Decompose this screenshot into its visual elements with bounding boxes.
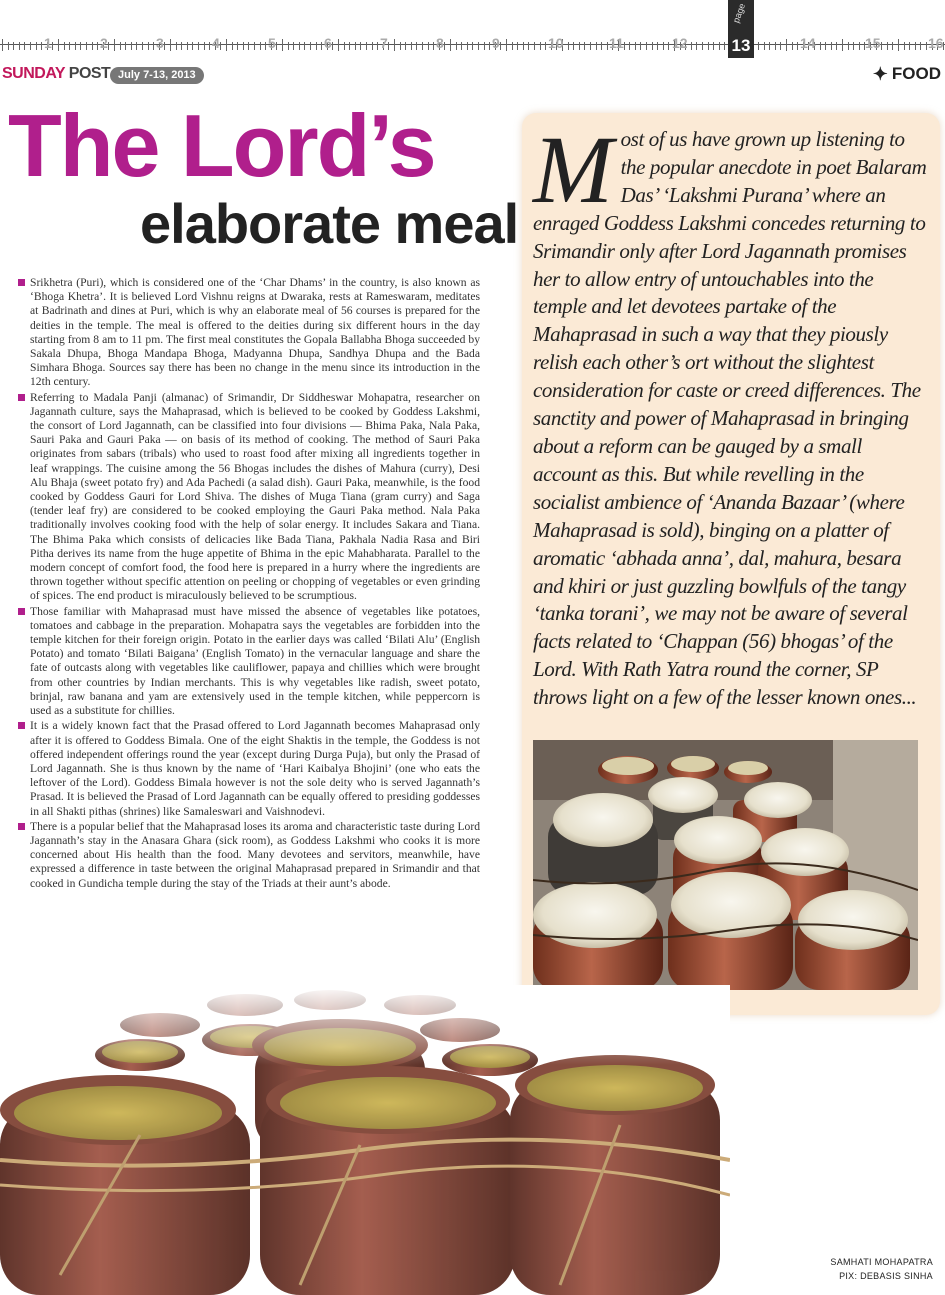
- issue-date: July 7-13, 2013: [110, 67, 204, 84]
- ruler-tick: [187, 42, 188, 50]
- ruler-tick: [652, 42, 653, 50]
- rice-pots-photo: [533, 740, 918, 990]
- ruler-tick: [450, 39, 451, 51]
- ruler-tick: [517, 42, 518, 50]
- ruler-number: 3: [156, 35, 164, 51]
- byline: [830, 1255, 933, 1283]
- body-paragraph: It is a widely known fact that the Prasad offered to Lord Jagannath becomes Mahaprasad only after it is offered to Goddess Bimala. One of the eight Shaktis in the temple, the Goddess is not offered independent offerings round the year (except during Durga Puja), but only the Prasad of Lord Jagannath. She is thus known by the name of ‘Hari Kaibalya Bhojini’ (one who eats the leftover of the Lord). Goddess Bimala however is not the sole deity who is served Jagannath’s Prasad. It is believed the Prasad of Lord Jagannath can be equally offered to presiding goddesses in all Shakti pithas (shrines) like Samaleswari and Vaishnodevi.: [18, 719, 480, 818]
- ruler-tick: [226, 39, 227, 51]
- ruler-tick: [316, 42, 317, 50]
- ruler-tick: [691, 42, 692, 50]
- ruler-tick: [52, 42, 53, 50]
- ruler-tick: [758, 42, 759, 50]
- masthead-sunday: SUNDAY: [2, 65, 65, 82]
- ruler-tick: [265, 42, 266, 50]
- ruler-tick: [416, 42, 417, 50]
- drop-cap: M: [533, 116, 613, 223]
- ruler-tick: [2, 39, 3, 51]
- headline-line1: The Lord’s: [8, 96, 435, 195]
- ruler-tick: [713, 42, 714, 50]
- ruler-number: 6: [324, 35, 332, 51]
- ruler-tick: [204, 42, 205, 50]
- ruler-tick: [153, 42, 154, 50]
- bullet-icon: [18, 279, 25, 286]
- ruler-tick: [904, 42, 905, 50]
- ruler-tick: [288, 42, 289, 50]
- ruler-tick: [209, 42, 210, 50]
- page-ruler: [0, 0, 945, 60]
- ruler-number: 2: [100, 35, 108, 51]
- ruler-tick: [444, 42, 445, 50]
- ruler-tick: [724, 42, 725, 50]
- ruler-tick: [198, 42, 199, 50]
- dal-pots-photo: [0, 985, 730, 1295]
- ruler-tick: [148, 42, 149, 50]
- author-credit: SAMHATI MOHAPATRA: [830, 1257, 933, 1267]
- ruler-tick: [19, 42, 20, 50]
- ruler-tick: [64, 42, 65, 50]
- ruler-tick: [360, 42, 361, 50]
- ruler-tick: [142, 42, 143, 50]
- ruler-tick: [108, 42, 109, 50]
- section-label: [873, 64, 941, 85]
- ruler-tick: [825, 42, 826, 50]
- page-number: 13: [731, 36, 751, 55]
- ruler-tick: [30, 42, 31, 50]
- ruler-tick: [472, 42, 473, 50]
- headline-line2: elaborate meal: [140, 192, 519, 255]
- ruler-tick: [887, 42, 888, 50]
- ruler-tick: [260, 42, 261, 50]
- ruler-tick: [786, 39, 787, 51]
- ruler-tick: [36, 42, 37, 50]
- bullet-icon: [18, 608, 25, 615]
- ruler-tick: [523, 42, 524, 50]
- ruler-tick: [310, 42, 311, 50]
- ruler-tick: [859, 42, 860, 50]
- ruler-tick: [405, 42, 406, 50]
- ruler-tick: [338, 39, 339, 51]
- ruler-tick: [797, 42, 798, 50]
- ruler-tick: [607, 42, 608, 50]
- body-paragraph: There is a popular belief that the Mahaprasad loses its aroma and characteristic taste during Lord Jagannath’s stay in the Anasara Ghara (sick room), as Goddess Lakshmi who cooks it is more concerned about His health than the food. Many devotees and servitors, meanwhile, have expressed a difference in taste between the original Mahaprasad prepared in Srimandir and that cooked in Gundicha temple during the stay of the Triads at their aunt’s abode.: [18, 820, 480, 891]
- ruler-tick: [489, 42, 490, 50]
- ruler-number: 12: [672, 35, 688, 51]
- ruler-tick: [13, 42, 14, 50]
- ruler-tick: [8, 42, 9, 50]
- ruler-number: 7: [380, 35, 388, 51]
- ruler-tick: [349, 42, 350, 50]
- ruler-tick: [484, 42, 485, 50]
- ruler-number: 15: [865, 35, 881, 51]
- ruler-tick: [428, 42, 429, 50]
- ruler-number: 1: [44, 35, 52, 51]
- ruler-tick: [254, 42, 255, 50]
- bullet-icon: [18, 394, 25, 401]
- ruler-tick: [909, 42, 910, 50]
- ruler-tick: [590, 42, 591, 50]
- ruler-tick: [528, 42, 529, 50]
- ruler-tick: [881, 42, 882, 50]
- masthead: [2, 65, 110, 83]
- ruler-tick: [282, 39, 283, 51]
- ruler-tick: [848, 42, 849, 50]
- ruler-number: 9: [492, 35, 500, 51]
- ruler-tick: [467, 42, 468, 50]
- ruler-tick: [125, 42, 126, 50]
- ruler-tick: [534, 42, 535, 50]
- ruler-tick: [500, 42, 501, 50]
- ruler-tick: [657, 42, 658, 50]
- ruler-tick: [506, 39, 507, 51]
- ruler-tick: [422, 42, 423, 50]
- ruler-tick: [92, 42, 93, 50]
- ruler-tick: [596, 42, 597, 50]
- ruler-tick: [545, 42, 546, 50]
- bullet-icon: [18, 823, 25, 830]
- ruler-tick: [243, 42, 244, 50]
- ruler-tick: [114, 39, 115, 51]
- ruler-tick: [915, 42, 916, 50]
- ruler-tick: [926, 42, 927, 50]
- ruler-tick: [584, 42, 585, 50]
- ruler-tick: [97, 42, 98, 50]
- body-paragraph: Srikhetra (Puri), which is considered one of the ‘Char Dhams’ in the country, is also known as ‘Bhoga Khetra’. It is believed Lord Vishnu reigns at Dwaraka, rests at Rameswaram, meditates at Badrinath and dines at Puri, which is why an elaborate meal of 56 courses is prepared for the deities in the temple. The meal is offered to the deities during six different hours in the day starting from 8 am to 11 pm. The first meal constitutes the Gopala Ballabha Bhoga succeeded by Sakala Dhupa, Bhoga Mandapa Bhoga, Madyanna Dhupa, Sandhya Dhupa and the Bada Simhara Bhoga. Sources say there has been no change in the menu since its introduction in the 12th century.: [18, 276, 480, 390]
- ruler-tick: [831, 42, 832, 50]
- ruler-tick: [820, 42, 821, 50]
- ruler-tick: [366, 42, 367, 50]
- ruler-tick: [394, 39, 395, 51]
- ruler-tick: [248, 42, 249, 50]
- ruler-tick: [573, 42, 574, 50]
- ruler-tick: [344, 42, 345, 50]
- body-paragraph: Those familiar with Mahaprasad must have missed the absence of vegetables like potatoes, tomatoes and cabbage in the preparation. Mohapatra says the vegetables are forbidden into the temple kitchen for their foreign origin. Potato in the earlier days was called ‘Bilati Alu’ (English Potato) and tomato ‘Bilati Baigana’ (English Tomato) in the vernacular language and share the fate of outcasts along with vegetables like cauliflower, papaya and chillies which were brought from other countries by Indian merchants. This is why vegetables like radish, sweet potato, brinjal, raw banana and yam are extensively used in the temple kitchen, while peppercorn is used as a substitute for chillies.: [18, 605, 480, 719]
- ruler-tick: [478, 42, 479, 50]
- ruler-tick: [629, 42, 630, 50]
- ruler-tick: [702, 42, 703, 50]
- ruler-tick: [41, 42, 42, 50]
- ruler-tick: [164, 42, 165, 50]
- ruler-tick: [898, 39, 899, 51]
- ruler-tick: [220, 42, 221, 50]
- ruler-number: 11: [609, 35, 624, 51]
- ruler-tick: [792, 42, 793, 50]
- ruler-tick: [769, 42, 770, 50]
- ruler-tick: [24, 42, 25, 50]
- ruler-tick: [461, 42, 462, 50]
- ruler-tick: [920, 42, 921, 50]
- ruler-tick: [640, 42, 641, 50]
- ruler-tick: [120, 42, 121, 50]
- ruler-number: 10: [548, 35, 564, 51]
- ruler-tick: [321, 42, 322, 50]
- ruler-tick: [293, 42, 294, 50]
- ruler-number: 14: [800, 35, 816, 51]
- ruler-tick: [372, 42, 373, 50]
- ruler-tick: [332, 42, 333, 50]
- ruler-tick: [86, 42, 87, 50]
- ruler-tick: [512, 42, 513, 50]
- ruler-tick: [433, 42, 434, 50]
- ruler-tick: [601, 42, 602, 50]
- ruler-tick: [764, 42, 765, 50]
- ruler-tick: [540, 42, 541, 50]
- ruler-tick: [836, 42, 837, 50]
- page-word: page: [730, 1, 748, 25]
- bullet-icon: [18, 722, 25, 729]
- ruler-tick: [192, 42, 193, 50]
- ruler-tick: [719, 42, 720, 50]
- ruler-tick: [646, 42, 647, 50]
- ruler-tick: [237, 42, 238, 50]
- ruler-tick: [456, 42, 457, 50]
- ruler-tick: [355, 42, 356, 50]
- photo-credit: PIX: DEBASIS SINHA: [839, 1271, 933, 1281]
- body-paragraph: Referring to Madala Panji (almanac) of Srimandir, Dr Siddheswar Mohapatra, researcher on Jagannath culture, says the Mahaprasad, which is believed to be cooked by Goddess Lakshmi, the consort of Lord Jagannath, can be classified into four divisions — Bhima Paka, Nala Paka, Sauri Paka and Gauri Paka — on basis of its method of cooking. The method of Sauri Paka originates from sabars (tribals) who used to roast food after mixing all ingredients together in leaf wrappings. The cuisine among the 56 Bhogas includes the dishes of Mahura (curry), Desi Alu Bhaja (sweet potato fry) and Ada Pachedi (a salad dish). Gauri Paka, meanwhile, is the food cooked by Goddess Gauri for Lord Shiva. The dishes of Muga Tiana (gram curry) and Saga (tender leaf fry) are considered to be cooked employing the Gauri Paka method. Nala Paka traditionally involves cooking food with the help of solar energy. It includes Sakara and Tiana. The Bhima Paka which consists of delicacies like Bada Tiana, Pakhala Nadia Rasa and Biri Pitha derives its name from the huge appetite of Bhima in the epic Mahabharata. Parallel to the modern concept of comfort food, the food here is prepared in a hurry where the ingredients are thrown together without specific attention on peeling or chopping of vegetables or even grinding of spices. The end product is miraculously believed to be scrumptious.: [18, 391, 480, 604]
- ruler-number: 16: [928, 35, 944, 51]
- ruler-tick: [635, 42, 636, 50]
- current-page-tab: [728, 0, 754, 58]
- ruler-tick: [892, 42, 893, 50]
- ruler-tick: [708, 42, 709, 50]
- ruler-tick: [299, 42, 300, 50]
- ruler-tick: [80, 42, 81, 50]
- ruler-tick: [775, 42, 776, 50]
- intro-body: ost of us have grown up listening to the popular anecdote in poet Balaram Das’ ‘Lakshmi Purana’ where an enraged Goddess Lakshmi concedes returning to Srimandir only after Lord Jagannath promises her to allow entry of untouchables into the temple and let devotees partake of the Mahaprasad in such a way that they piously relish each other’s ort without the slightest consideration for caste or creed differences. The sanctity and power of Mahaprasad in bringing about a reform can be gauged by a small account as this. But while revelling in the socialist ambience of ‘Ananda Bazaar’ (where Mahaprasad is sold), binging on a platter of aromatic ‘abhada anna’, dal, mahura, besara and khiri or just guzzling bowlfuls of the tangy ‘tanka torani’, we may not be aware of several facts related to ‘Chappan (56) bhogas’ of the Lord. With Rath Yatra round the corner, SP throws light on a few of the lesser known ones...: [533, 127, 927, 710]
- article-body: [18, 276, 480, 892]
- ruler-tick: [136, 42, 137, 50]
- section-name: FOOD: [891, 64, 941, 83]
- compass-icon: ✦: [872, 64, 888, 84]
- ruler-number: 8: [436, 35, 444, 51]
- ruler-number: 4: [212, 35, 220, 51]
- ruler-tick: [304, 42, 305, 50]
- ruler-tick: [75, 42, 76, 50]
- ruler-tick: [377, 42, 378, 50]
- ruler-tick: [842, 39, 843, 51]
- ruler-tick: [170, 39, 171, 51]
- ruler-tick: [388, 42, 389, 50]
- ruler-tick: [131, 42, 132, 50]
- ruler-tick: [668, 42, 669, 50]
- ruler-tick: [780, 42, 781, 50]
- ruler-tick: [696, 42, 697, 50]
- ruler-tick: [181, 42, 182, 50]
- ruler-number: 5: [268, 35, 276, 51]
- ruler-tick: [411, 42, 412, 50]
- masthead-post: POST: [68, 65, 111, 82]
- intro-text: [533, 116, 928, 712]
- ruler-tick: [276, 42, 277, 50]
- ruler-tick: [663, 42, 664, 50]
- ruler-tick: [69, 42, 70, 50]
- ruler-tick: [58, 39, 59, 51]
- ruler-tick: [176, 42, 177, 50]
- ruler-tick: [568, 42, 569, 50]
- ruler-tick: [579, 42, 580, 50]
- ruler-tick: [853, 42, 854, 50]
- ruler-tick: [400, 42, 401, 50]
- ruler-tick: [232, 42, 233, 50]
